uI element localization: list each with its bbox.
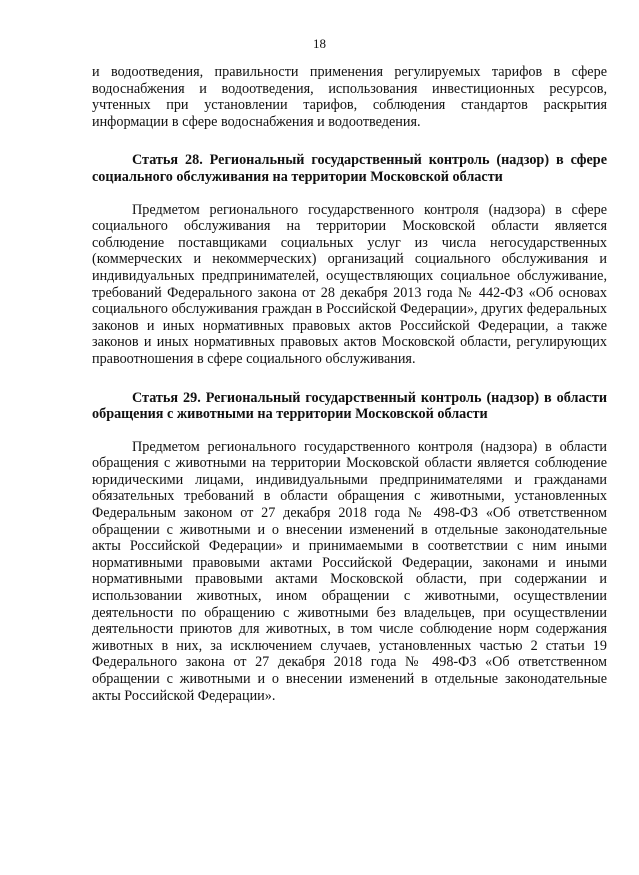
spacer xyxy=(92,186,607,202)
article-28-heading: Статья 28. Региональный государственный контроль (надзор) в сфере социального обслуживания на территории Московской области xyxy=(92,152,607,185)
spacer xyxy=(92,130,607,152)
page-number: 18 xyxy=(313,36,326,51)
article-29-paragraph: Предметом регионального государственного контроля (надзора) в области обращения с животными на территории Московской области является соблюдение юридическими лицами, индивидуальными предпринимателями и гражданами обязательных требований в области обращения с животными, установленных Федеральным законом от 27 декабря 2018 года № 498-ФЗ «Об ответственном обращении с животными и о внесении изменений в отдельные законодательные акты Российской Федерации» и принимаемыми в соответствии с ним иными нормативными правовыми актами Российской Федерации, законами и иными нормативными правовыми актами Московской области, при содержании и использовании животных, ином обращении с животными, осуществлении деятельности по обращению с животными без владельцев, при осуществлении деятельности приютов для животных, в том числе соблюдение норм содержания животных в них, за исключением случаев, установленных частью 2 статьи 19 Федерального закона от 27 декабря 2018 года № 498-ФЗ «Об ответственном обращении с животными и о внесении изменений в отдельные законодательные акты Российской Федерации». xyxy=(92,438,607,704)
spacer xyxy=(92,368,607,390)
intro-paragraph: и водоотведения, правильности применения регулируемых тарифов в сфере водоснабжения и водоотведения, использования инвестиционных ресурсов, учтенных при установлении тарифов, соблюдения стандартов раскрытия информации в сфере водоснабжения и водоотведения. xyxy=(92,64,607,130)
article-28-paragraph: Предметом регионального государственного контроля (надзора) в сфере социального обслуживания на территории Московской области является соблюдение поставщиками социальных услуг из числа негосударственных (коммерческих и некоммерческих) организаций социального обслуживания и индивидуальных предпринимателей, осуществляющих социальное обслуживание, требований Федерального закона от 28 декабря 2013 года № 442-ФЗ «Об основах социального обслуживания граждан в Российской Федерации», других федеральных законов и иных нормативных правовых актов Российской Федерации, а также законов и иных нормативных правовых актов Московской области, регулирующих правоотношения в сфере социального обслуживания. xyxy=(92,201,607,367)
article-29-heading: Статья 29. Региональный государственный контроль (надзор) в области обращения с животными на территории Московской области xyxy=(92,389,607,423)
document-body xyxy=(92,64,607,704)
spacer xyxy=(92,423,607,439)
